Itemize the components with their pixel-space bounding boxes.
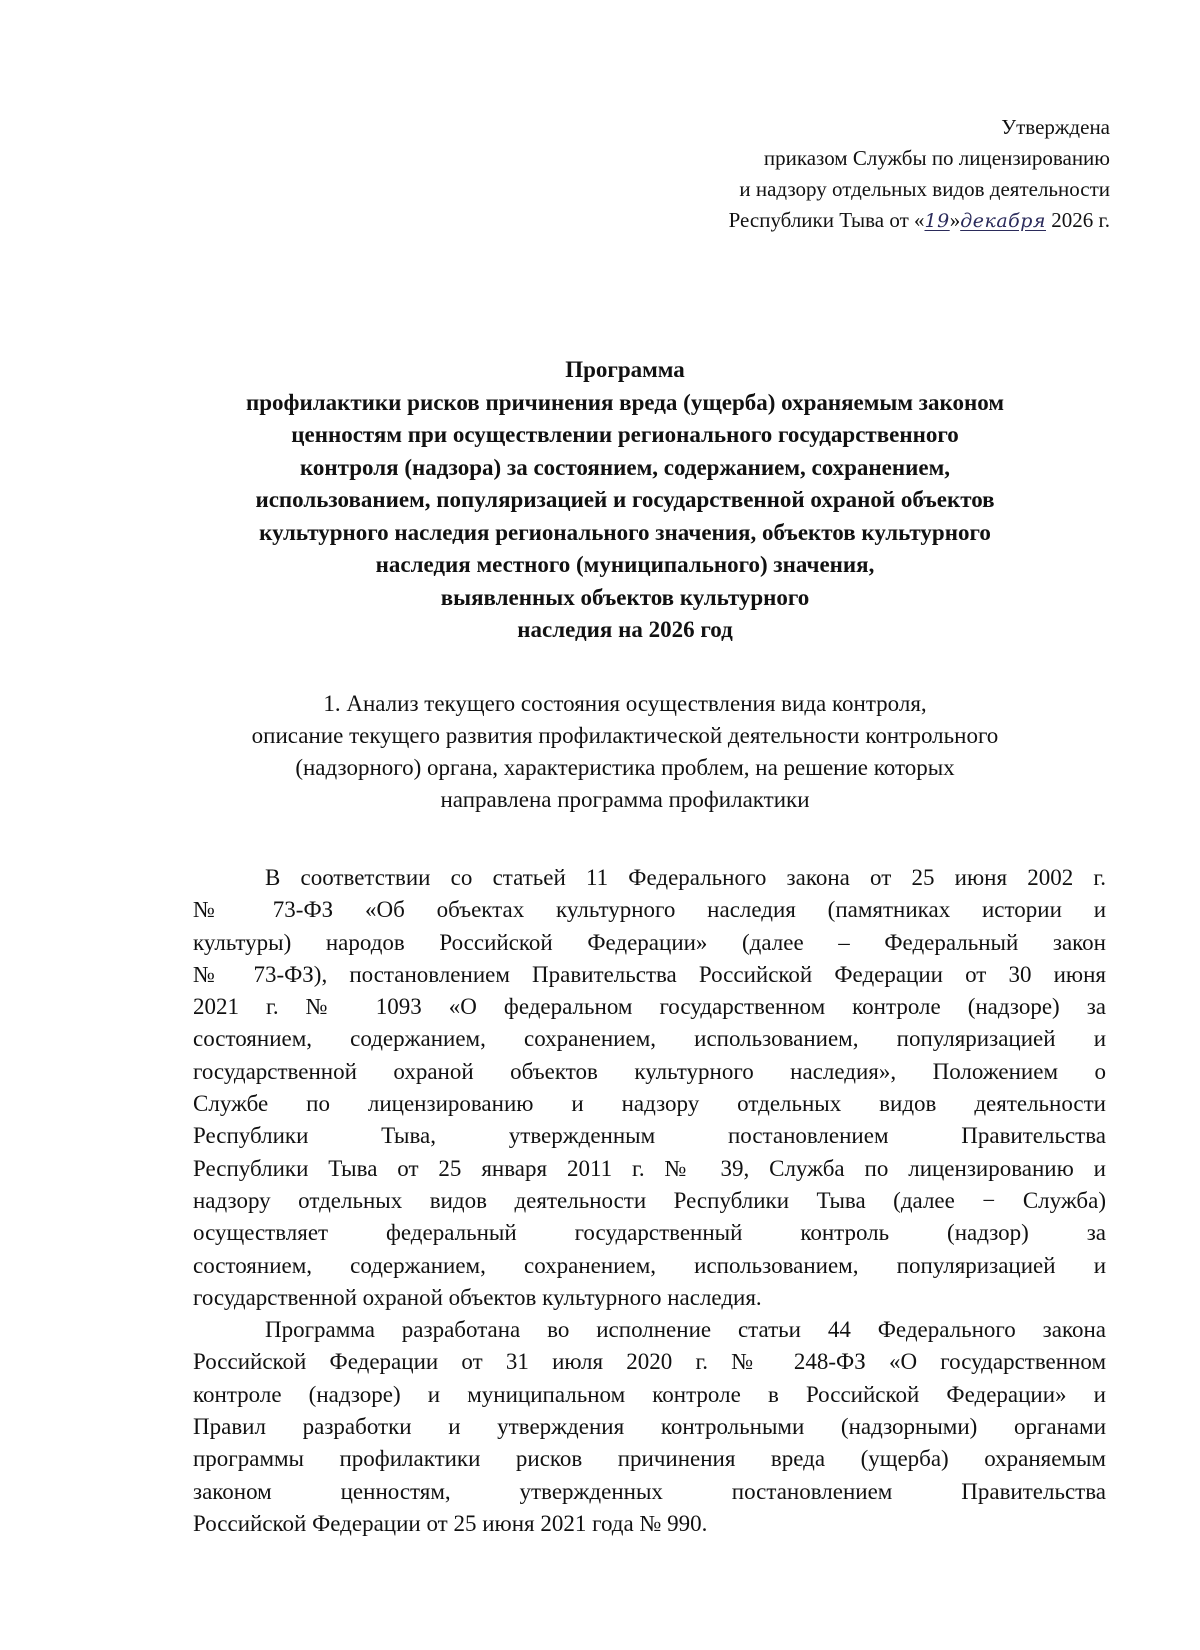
approval-date-quote: » — [949, 208, 961, 232]
section-heading-line: 1. Анализ текущего состояния осуществления вида контроля, — [323, 691, 927, 716]
paragraph-line: программы профилактики рисков причинения вреда (ущерба) охраняемым — [193, 1446, 1106, 1472]
paragraph-line: В соответствии со статьей 11 Федерального закона от 25 июня 2002 г. — [265, 865, 1106, 890]
paragraph-line: № 73-ФЗ «Об объектах культурного наследия (памятниках истории и — [193, 897, 1106, 923]
document-title — [150, 354, 1100, 647]
approval-date-line — [729, 205, 1110, 237]
section-heading-line: (надзорного) органа, характеристика проблем, на решение которых — [295, 755, 955, 780]
title-line: выявленных объектов культурного — [440, 584, 810, 610]
paragraph-line: Правил разработки и утверждения контрольными (надзорными) органами — [193, 1414, 1106, 1440]
handwritten-day: 19 — [924, 210, 950, 232]
paragraph-line: осуществляет федеральный государственный контроль (надзор) за — [193, 1220, 1106, 1246]
approval-block — [729, 112, 1110, 237]
approval-line: Утверждена — [1001, 115, 1110, 139]
body-text — [193, 862, 1106, 1540]
approval-line: и надзору отдельных видов деятельности — [739, 177, 1110, 201]
title-line: Программа — [565, 357, 685, 382]
paragraph-line: государственной охраной объектов культурного наследия», Положением о — [193, 1058, 1106, 1084]
paragraph-line: контроле (надзоре) и муниципальном контроле в Российской Федерации» и — [193, 1381, 1106, 1407]
title-line: контроля (надзора) за состоянием, содержанием, сохранением, — [299, 454, 951, 480]
paragraph-line: Российской Федерации от 25 июня 2021 года № 990. — [193, 1510, 708, 1536]
handwritten-month: декабря — [960, 210, 1046, 232]
approval-year: 2026 г. — [1046, 208, 1110, 232]
title-line: использованием, популяризацией и государственной охраной объектов — [255, 487, 995, 512]
paragraph-line: № 73-ФЗ), постановлением Правительства Российской Федерации от 30 июня — [193, 961, 1106, 987]
paragraph-1 — [193, 862, 1106, 1314]
section-heading — [150, 688, 1100, 816]
approval-line: приказом Службы по лицензированию — [763, 146, 1110, 170]
paragraph-line: культуры) народов Российской Федерации» (далее – Федеральный закон — [193, 929, 1106, 955]
paragraph-line: Российской Федерации от 31 июля 2020 г. № 248-ФЗ «О государственном — [193, 1349, 1106, 1375]
section-heading-line: направлена программа профилактики — [440, 787, 810, 812]
paragraph-2 — [193, 1314, 1106, 1540]
approval-date-prefix: Республики Тыва от « — [728, 208, 925, 232]
title-line: наследия местного (муниципального) значения, — [375, 552, 875, 577]
paragraph-line: надзору отдельных видов деятельности Республики Тыва (далее − Служба) — [193, 1187, 1106, 1213]
paragraph-line: Республики Тыва от 25 января 2011 г. № 39, Служба по лицензированию и — [193, 1155, 1106, 1181]
title-line: наследия на 2026 год — [517, 617, 733, 642]
section-heading-line: описание текущего развития профилактической деятельности контрольного — [251, 723, 999, 748]
paragraph-line: состоянием, содержанием, сохранением, использованием, популяризацией и — [193, 1026, 1106, 1052]
title-line: профилактики рисков причинения вреда (ущерба) охраняемым законом — [246, 389, 1004, 415]
title-line: ценностям при осуществлении регионального государственного — [291, 422, 959, 447]
paragraph-line: Программа разработана во исполнение статьи 44 Федерального закона — [265, 1317, 1106, 1343]
paragraph-line: Республики Тыва, утвержденным постановлением Правительства — [193, 1123, 1106, 1149]
paragraph-line: состоянием, содержанием, сохранением, использованием, популяризацией и — [193, 1252, 1106, 1278]
paragraph-line: государственной охраной объектов культурного наследия. — [193, 1284, 762, 1310]
paragraph-line: 2021 г. № 1093 «О федеральном государственном контроле (надзоре) за — [193, 994, 1106, 1020]
paragraph-line: Службе по лицензированию и надзору отдельных видов деятельности — [193, 1091, 1106, 1117]
paragraph-line: законом ценностям, утвержденных постановлением Правительства — [193, 1478, 1106, 1504]
title-line: культурного наследия регионального значения, объектов культурного — [259, 519, 991, 545]
